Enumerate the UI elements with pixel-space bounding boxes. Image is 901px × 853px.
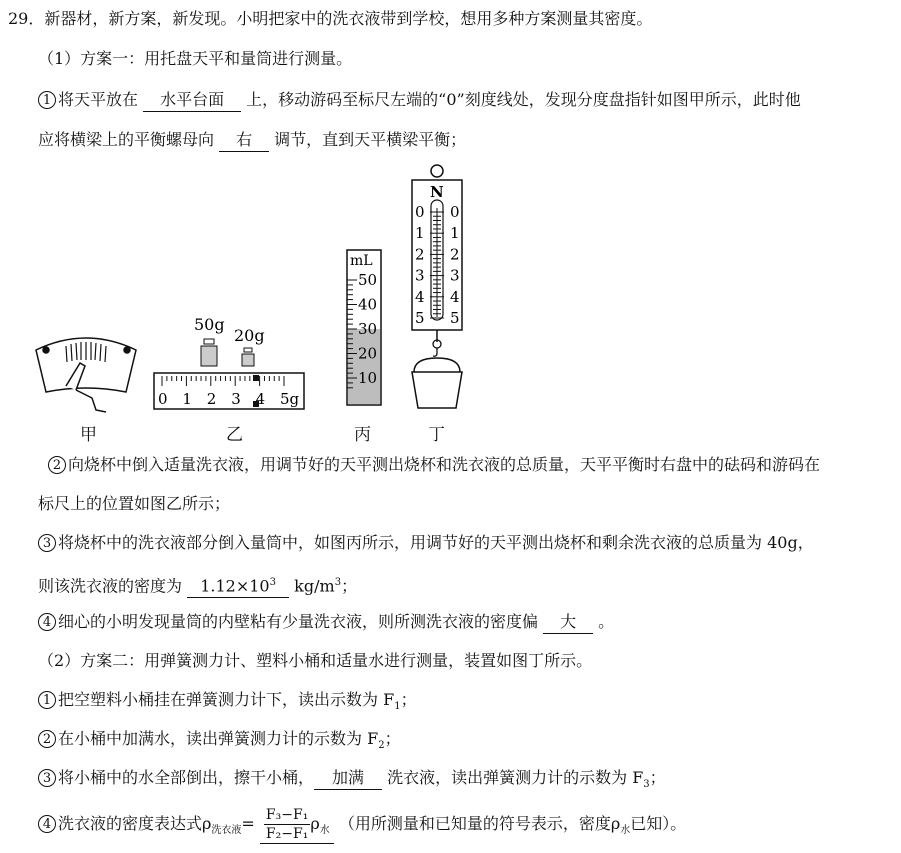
scale-tick-label-right: 5 bbox=[450, 309, 460, 327]
step2-line1 bbox=[48, 454, 820, 476]
spring-scale-ding-figure bbox=[412, 165, 462, 408]
plan2-step3: 3 将小桶中的水全部倒出，擦干小桶， 加满 洗衣液，读出弹簧测力计的示数为 $F_3$； bbox=[38, 767, 666, 796]
cylinder-tick-label: 50 bbox=[358, 271, 378, 289]
scale-tick-label-right: 3 bbox=[450, 266, 460, 285]
circled-number: 3 bbox=[38, 769, 56, 787]
step1-line1 bbox=[38, 89, 801, 112]
answer-blank-fill: 加满 bbox=[314, 767, 382, 790]
step1-text-b: 上，移动游码至标尺左端的“0”刻度线处，发现分度盘指针如图甲所示，此时他 bbox=[241, 90, 801, 109]
plan2-step1: 1 把空塑料小桶挂在弹簧测力计下，读出示数为 $F_1$； bbox=[38, 689, 417, 718]
density-unit: kg/m bbox=[289, 576, 335, 596]
circled-number: 1 bbox=[38, 691, 56, 709]
answer-blank-level-surface: 水平台面 bbox=[143, 89, 241, 112]
step2-line2: 标尺上的位置如图乙所示； bbox=[38, 494, 231, 513]
ruler-yi-figure bbox=[154, 315, 304, 409]
scale-tick-label-right: 2 bbox=[450, 245, 460, 264]
step2-text-a: 向烧杯中倒入适量洗衣液，用调节好的天平测出烧杯和洗衣液的总质量，天平平衡时右盘中的砝码和游码在 bbox=[68, 455, 821, 474]
scale-unit-n: N bbox=[430, 183, 444, 201]
scale-tick-label-left: 2 bbox=[415, 245, 425, 264]
weight-label-20g: 20g bbox=[234, 326, 265, 345]
step1-text-a: 将天平放在 bbox=[58, 90, 144, 109]
circled-number: 3 bbox=[38, 534, 56, 552]
ruler-tick-label: 4 bbox=[255, 390, 266, 408]
scale-tick-label-left: 0 bbox=[415, 203, 425, 221]
plan2-step4: 4 洗衣液的密度表达式$\rho_{洗衣液}=$ $\frac{\text{F₃−F₁}}{\text{F₂−F₁}}$ $\rho_水$ （用所测量和已知量的符号表示，密度$\rho_水$已知）。 bbox=[38, 802, 686, 853]
step4-line: 4 细心的小明发现量筒的内壁粘有少量洗衣液，则所测洗衣液的密度偏 大 。 bbox=[38, 611, 614, 634]
weight-20g-icon bbox=[242, 348, 254, 366]
dial-jia-figure bbox=[36, 338, 136, 412]
ruler-tick-label: 1 bbox=[182, 390, 192, 408]
scale-tick-label-left: 5 bbox=[415, 309, 425, 327]
scale-tick-label-left: 1 bbox=[415, 224, 425, 243]
step1-text-c: 应将横梁上的平衡螺母向 bbox=[38, 130, 220, 149]
ruler-tick-label: 5g bbox=[280, 390, 300, 408]
cylinder-tick-label: 40 bbox=[358, 295, 378, 314]
ruler-tick-label: 3 bbox=[231, 390, 241, 408]
circled-number: 4 bbox=[38, 613, 56, 631]
answer-blank-expression: $\frac{\text{F₃−F₁}}{\text{F₂−F₁}}$ $\rho_水$ bbox=[260, 806, 334, 844]
density-fraction: $\frac{\text{F₃−F₁}}{\text{F₂−F₁}}$ bbox=[265, 807, 309, 842]
figure-label-bing: 丙 bbox=[354, 425, 371, 445]
answer-blank-density: $1.12\times 10^3$ bbox=[187, 572, 289, 598]
circled-number: 4 bbox=[38, 815, 56, 833]
answer-blank-direction: 右 bbox=[219, 129, 269, 152]
circled-number: 2 bbox=[38, 730, 56, 748]
step1-text-d: 调节，直到天平横梁平衡； bbox=[269, 130, 467, 149]
scale-tick-label-left: 3 bbox=[415, 266, 425, 285]
figures-panel bbox=[0, 158, 901, 448]
weight-50g-icon bbox=[201, 339, 217, 366]
question-stem bbox=[8, 8, 652, 30]
rider-top bbox=[253, 375, 259, 381]
scale-tick-label-right: 4 bbox=[450, 287, 460, 306]
ruler-tick-label: 2 bbox=[206, 390, 217, 408]
cylinder-unit: mL bbox=[350, 253, 373, 269]
figure-label-ding: 丁 bbox=[428, 425, 445, 445]
ruler-tick-label: 0 bbox=[158, 390, 168, 408]
cylinder-bing-figure bbox=[347, 250, 381, 405]
step4-text-a: 细心的小明发现量筒的内壁粘有少量洗衣液，则所测洗衣液的密度偏 bbox=[58, 612, 544, 631]
scale-tick-label-right: 1 bbox=[450, 224, 460, 243]
plan2-step2: 2 在小桶中加满水，读出弹簧测力计的示数为 $F_2$； bbox=[38, 728, 401, 757]
cylinder-tick-label: 10 bbox=[358, 369, 378, 387]
bucket-handle bbox=[414, 358, 460, 372]
question-text: 新器材，新方案，新发现。小明把家中的洗衣液带到学校，想用多种方案测量其密度。 bbox=[44, 9, 653, 28]
question-number: 29． bbox=[8, 9, 45, 28]
figure-label-yi: 乙 bbox=[226, 425, 243, 445]
figure-label-jia: 甲 bbox=[80, 425, 97, 445]
circled-number: 2 bbox=[48, 456, 66, 474]
bucket-icon bbox=[412, 372, 462, 408]
step3-text-b: 则该洗衣液的密度为 bbox=[38, 576, 188, 596]
cylinder-liquid bbox=[348, 329, 380, 404]
step3-text-a: 将烧杯中的洗衣液部分倒入量筒中，如图丙所示，用调节好的天平测出烧杯和剩余洗衣液的总质量为 40g， bbox=[58, 533, 814, 552]
scale-tick-label-left: 4 bbox=[415, 287, 425, 306]
step3-line1 bbox=[38, 532, 814, 554]
circled-number: 1 bbox=[38, 91, 56, 109]
step3-line2: 则该洗衣液的密度为 $1.12\times 10^3$ $kg/m^3$； bbox=[38, 572, 357, 598]
step1-line2 bbox=[38, 129, 466, 152]
cylinder-tick-label: 30 bbox=[358, 320, 378, 338]
cylinder-tick-label: 20 bbox=[358, 344, 378, 363]
plan2-title: （2）方案二：用弹簧测力计、塑料小桶和适量水进行测量，装置如图丁所示。 bbox=[38, 651, 593, 670]
scale-tick-label-right: 0 bbox=[450, 203, 460, 221]
answer-blank-bias: 大 bbox=[543, 611, 593, 634]
weight-label-50g: 50g bbox=[194, 315, 225, 334]
plan1-title: （1）方案一：用托盘天平和量筒进行测量。 bbox=[38, 49, 353, 68]
